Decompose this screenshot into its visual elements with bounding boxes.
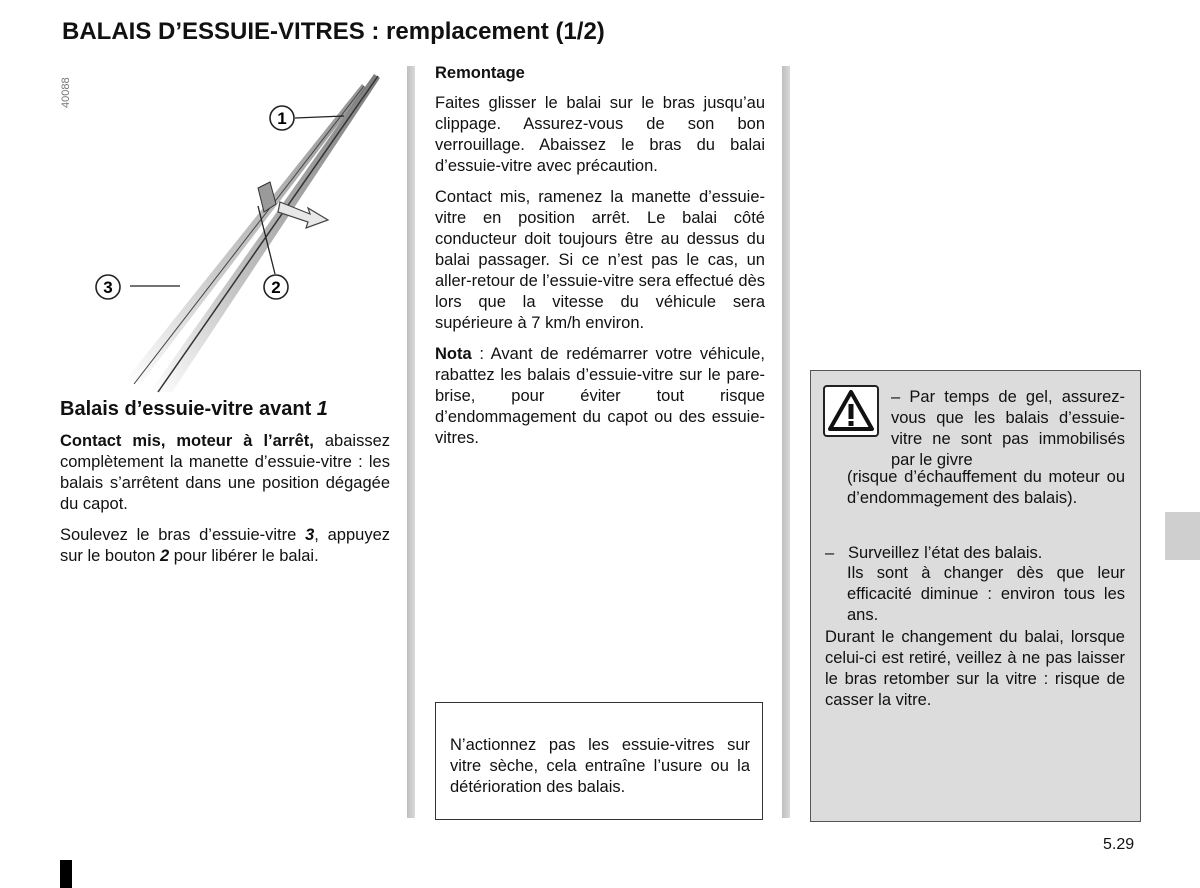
warning-item-1-text: Par temps de gel, assurez-vous que les balais d’essuie-vitre ne sont pas immobilisés par le givre — [891, 388, 1125, 469]
middle-column — [435, 64, 765, 459]
section-heading — [60, 398, 390, 421]
middle-paragraph-1: Faites glisser le balai sur le bras jusqu’au clippage. Assurez-vous de son bon verrouillage. Abaissez le bras du balai d’essuie-vitre avec précaution. — [435, 94, 765, 175]
warning-box — [810, 370, 1141, 822]
note-text: N’actionnez pas les essuie-vitres sur vitre sèche, cela entraîne l’usure ou la détérioration des balais. — [450, 736, 750, 796]
warning-item-2-line1 — [825, 543, 1125, 564]
wiper-blade-shape — [124, 84, 366, 382]
p2-c: pour libérer le balai. — [169, 547, 319, 565]
warning-triangle-icon — [823, 385, 879, 437]
warning-item-2-cont: Ils sont à changer dès que leur efficacité diminue : environ tous les ans. — [847, 564, 1125, 624]
middle-paragraph-2: Contact mis, ramenez la manette d’essuie-vitre en position arrêt. Le balai côté conducteur doit toujours être au dessus du balai passager. Si ce n’est pas le cas, un aller-retour de l’essuie-vitre sera effectué dès lors que la vitesse du véhicule sera supérieure à 7 km/h environ. — [435, 188, 765, 332]
heading-text: Balais d’essuie-vitre avant — [60, 398, 317, 420]
column-separator-right — [782, 66, 790, 818]
warning-dash-1: – — [891, 388, 901, 406]
warning-closing: Durant le changement du balai, lorsque celui-ci est retiré, veillez à ne pas laisser le bras retomber sur la vitre : risque de casser la vitre. — [825, 628, 1125, 709]
warning-dash-2: – — [825, 544, 835, 562]
page-number: 5.29 — [1103, 836, 1135, 853]
p2-b: , appuyez sur le bouton — [60, 526, 390, 565]
page-title: BALAIS D’ESSUIE-VITRES : remplacement (1/2) — [62, 18, 605, 45]
p1-rest: abaissez complètement la manette d’essuie-vitre : les balais s’arrêtent dans une position dégagée du capot. — [60, 432, 390, 513]
left-column — [60, 398, 390, 577]
paragraph-1 — [60, 431, 390, 515]
release-arrow-shape — [278, 202, 328, 228]
svg-text:3: 3 — [103, 278, 113, 297]
paragraph-2 — [60, 525, 390, 567]
warning-item-1-cont: (risque d’échauffement du moteur ou d’endommagement des balais). — [847, 468, 1125, 507]
callout-3 — [96, 275, 120, 299]
warning-item-2-text: Surveillez l’état des balais. — [847, 544, 1043, 562]
corner-mark — [60, 860, 72, 888]
callout-1 — [270, 106, 294, 130]
column-separator-left — [407, 66, 415, 818]
p2-ref2: 2 — [159, 547, 170, 565]
note-box — [435, 702, 763, 820]
svg-text:1: 1 — [277, 109, 287, 128]
figure-code: 40088 — [60, 77, 72, 108]
callout-2 — [264, 275, 288, 299]
remontage-heading: Remontage — [435, 64, 525, 82]
p1-bold: Contact mis, moteur à l’arrêt, — [60, 432, 314, 450]
warning-item-1-line1 — [891, 387, 1125, 471]
nota-text: : Avant de redémarrer votre véhicule, rabattez les balais d’essuie-vitre sur le pare-brise, pour éviter tout risque d’endommagement du capot ou des essuie-vitres. — [435, 345, 765, 447]
nota-label: Nota — [435, 345, 472, 363]
p2-a: Soulevez le bras d’essuie-vitre — [60, 526, 306, 544]
middle-paragraph-3 — [435, 344, 765, 449]
svg-text:2: 2 — [271, 278, 281, 297]
wiper-illustration — [62, 62, 402, 397]
heading-ref: 1 — [316, 398, 328, 420]
chapter-tab — [1165, 512, 1200, 560]
p2-ref1: 3 — [305, 526, 315, 544]
